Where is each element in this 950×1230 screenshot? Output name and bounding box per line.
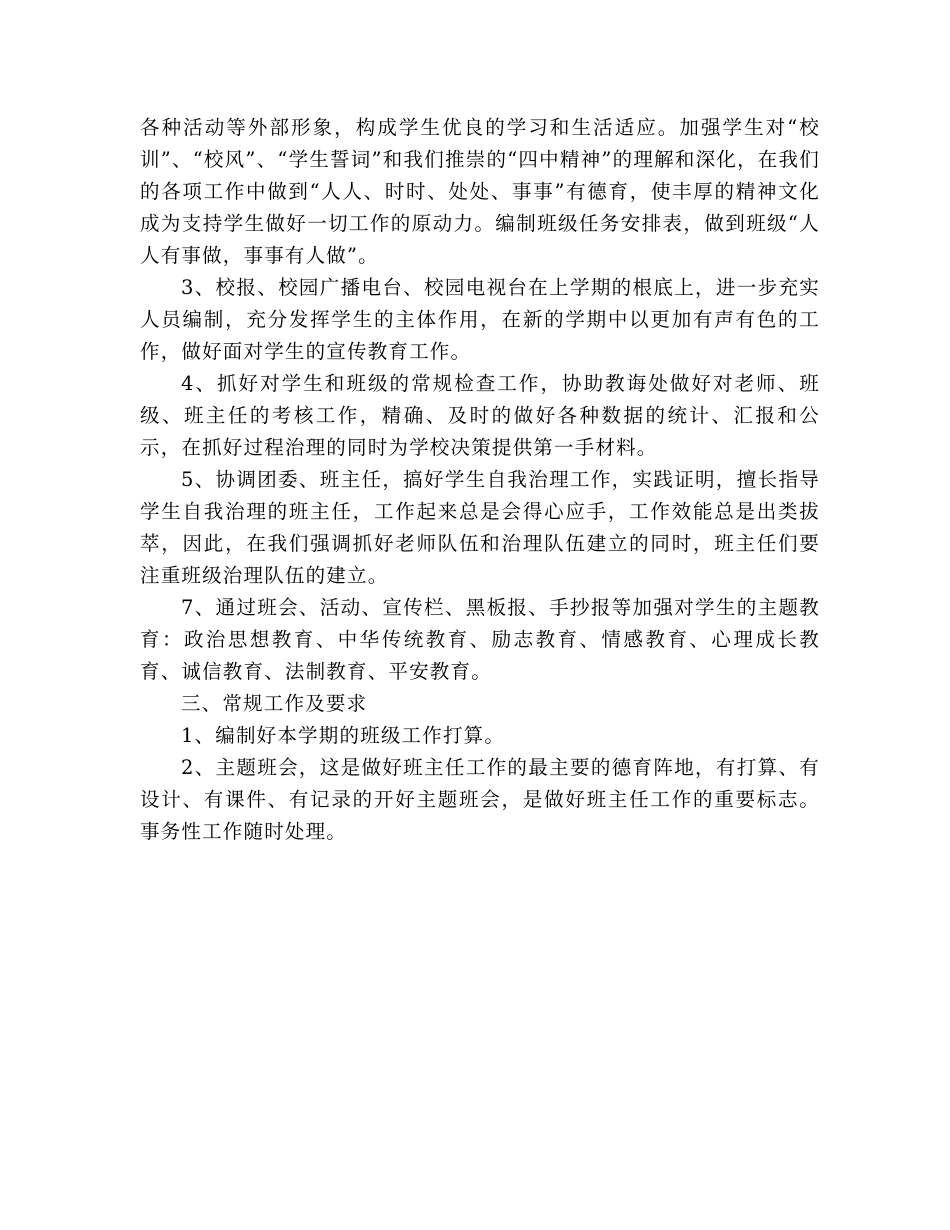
document-body <box>140 112 820 848</box>
paragraph-item-2-theme-class-meeting: 2、主题班会，这是做好班主任工作的最主要的德育阵地，有打算、有设计、有课件、有记录的开好主题班会，是做好班主任工作的重要标志。事务性工作随时处理。 <box>140 756 820 843</box>
paragraph-item-7-theme-education: 7、通过班会、活动、宣传栏、黑板报、手抄报等加强对学生的主题教育：政治思想教育、中华传统教育、励志教育、情感教育、心理成长教育、诚信教育、法制教育、平安教育。 <box>140 596 820 683</box>
paragraph-cultural-environment: 各种活动等外部形象，构成学生优良的学习和生活适应。加强学生对“校训”、“校风”、“学生誓词”和我们推崇的“四中精神”的理解和深化，在我们的各项工作中做到“人人、时时、处处、事事”有德育，使丰厚的精神文化成为支持学生做好一切工作的原动力。编制班级任务安排表，做到班级“人人有事做，事事有人做”。 <box>140 116 820 267</box>
paragraph-item-4-routine-inspection: 4、抓好对学生和班级的常规检查工作，协助教诲处做好对老师、班级、班主任的考核工作，精确、及时的做好各种数据的统计、汇报和公示，在抓好过程治理的同时为学校决策提供第一手材料。 <box>140 372 820 459</box>
section-heading-routine-work: 三、常规工作及要求 <box>180 692 368 715</box>
paragraph-item-3-campus-media: 3、校报、校园广播电台、校园电视台在上学期的根底上，进一步充实人员编制，充分发挥学生的主体作用，在新的学期中以更加有声有色的工作，做好面对学生的宣传教育工作。 <box>140 276 820 363</box>
paragraph-item-1-work-plan: 1、编制好本学期的班级工作打算。 <box>180 724 506 747</box>
paragraph-item-5-self-management: 5、协调团委、班主任，搞好学生自我治理工作，实践证明，擅长指导学生自我治理的班主任，工作起来总是会得心应手，工作效能总是出类拔萃，因此，在我们强调抓好老师队伍和治理队伍建立的同时，班主任们要注重班级治理队伍的建立。 <box>140 468 820 587</box>
